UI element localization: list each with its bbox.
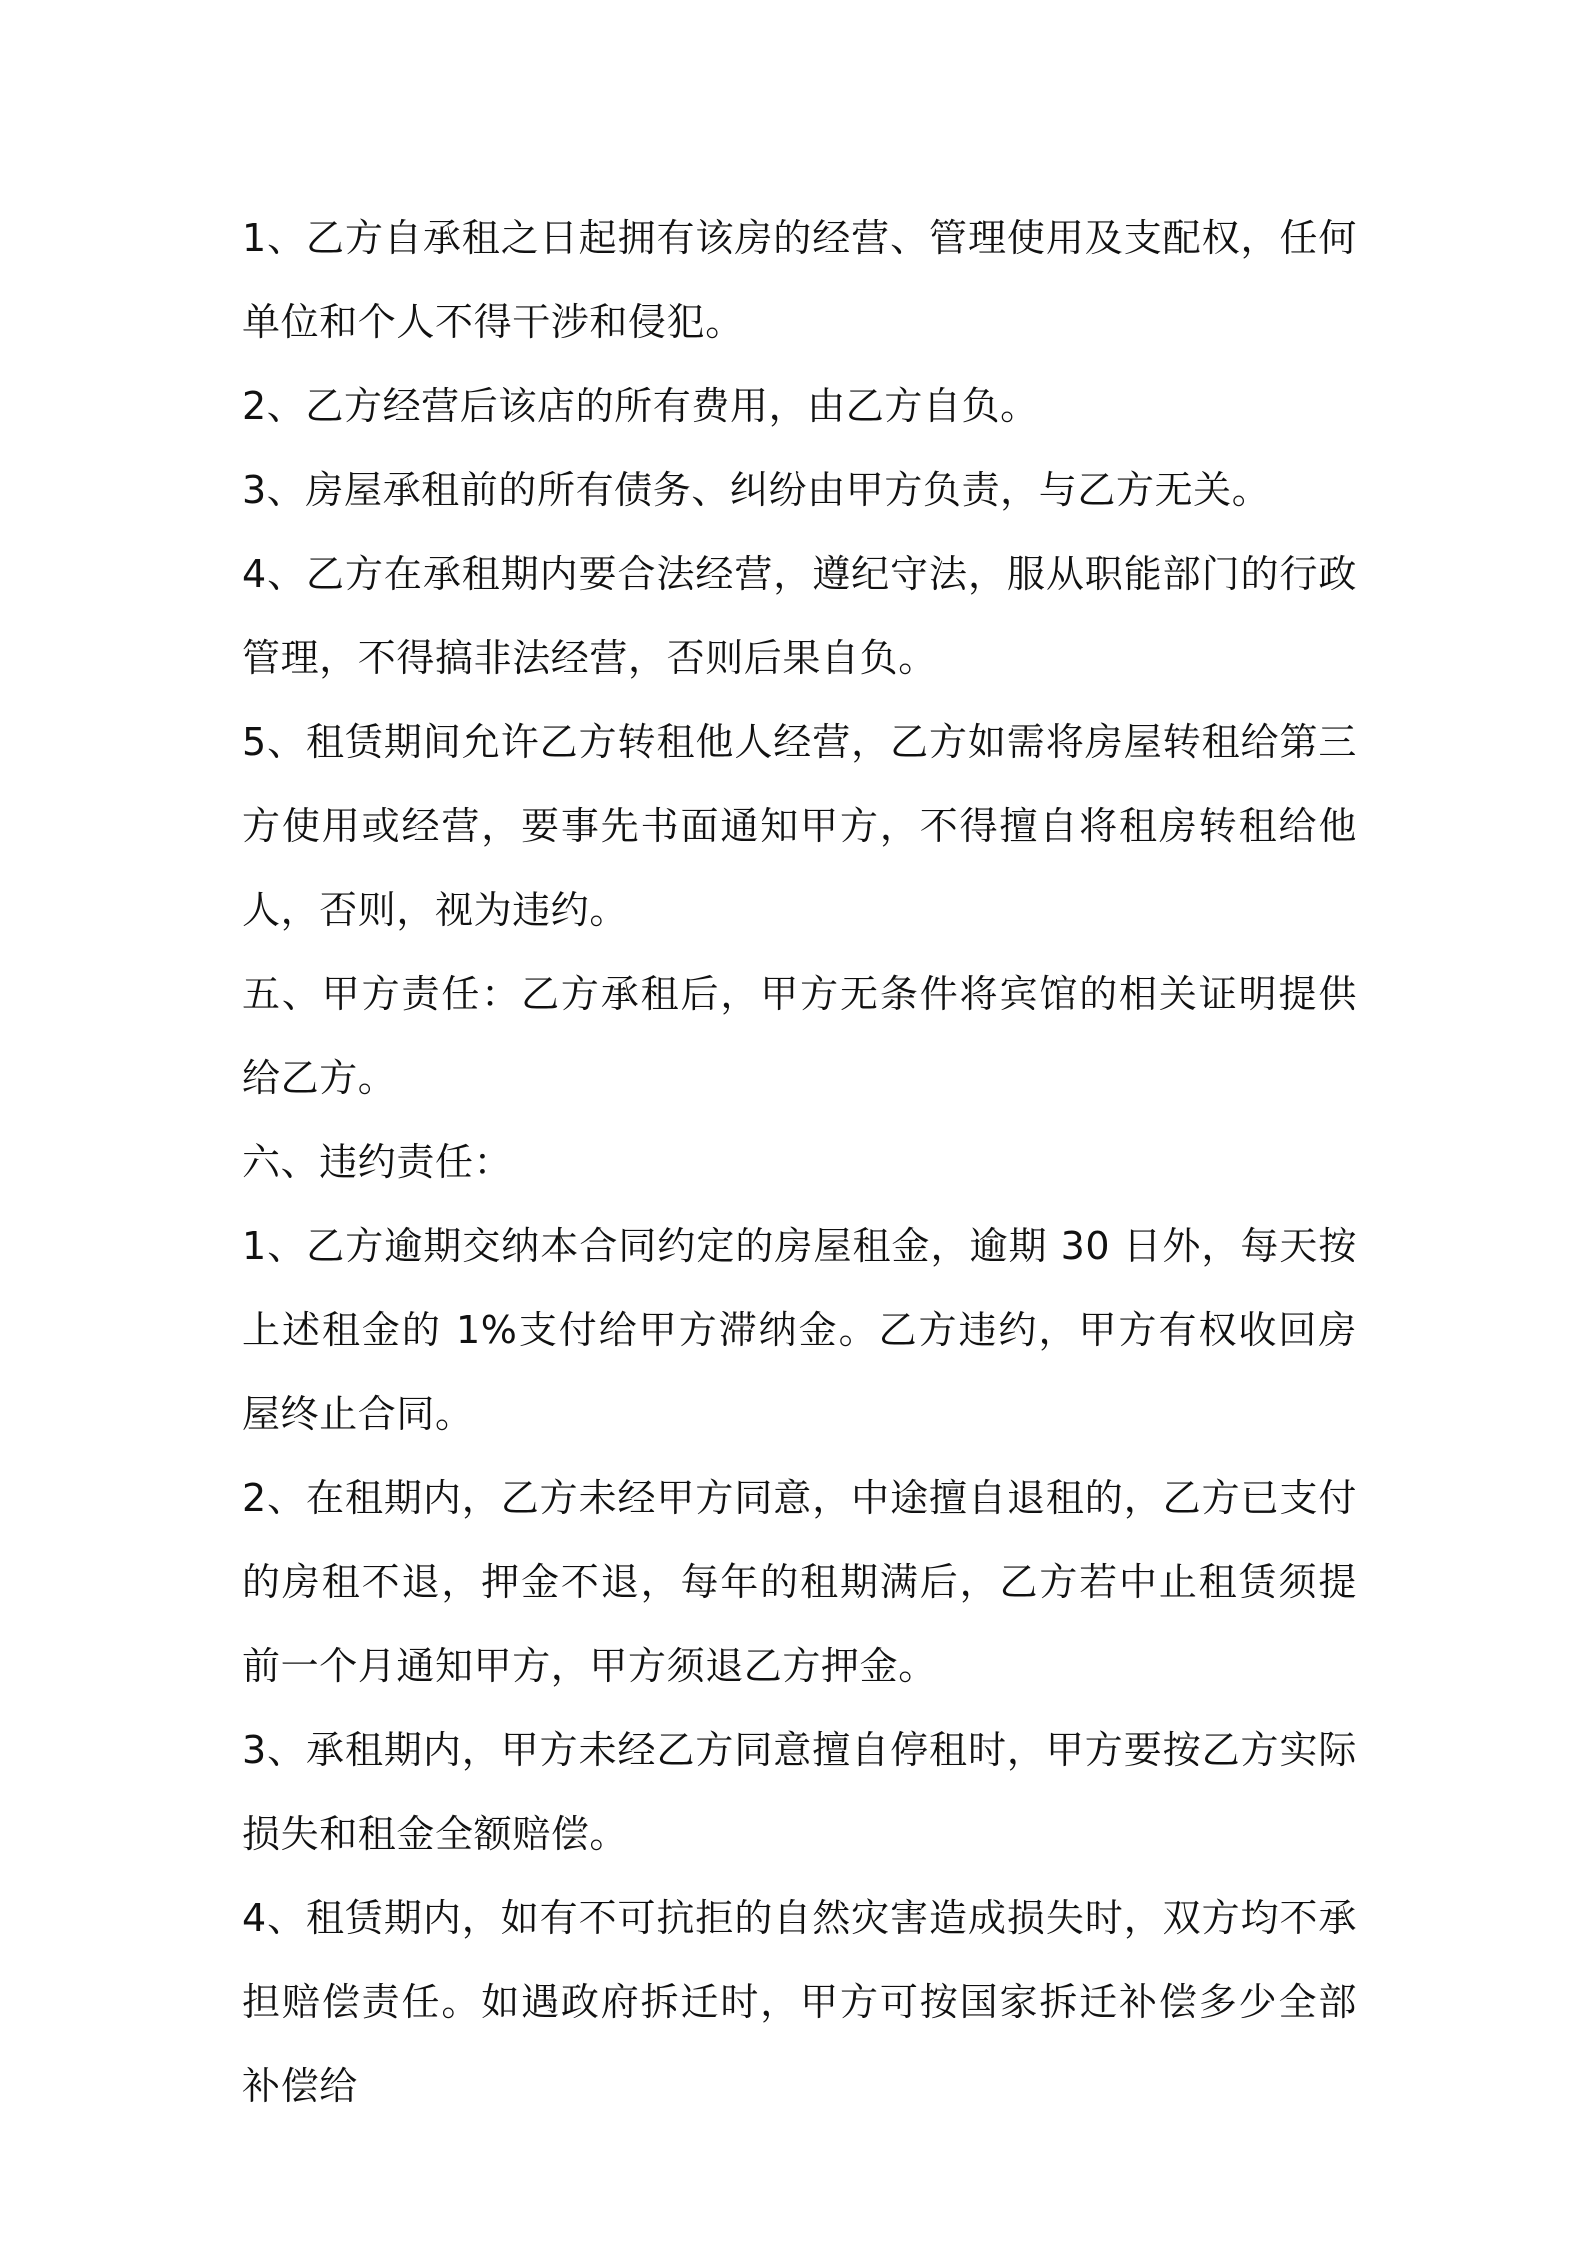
clause-2-expenses: 2、乙方经营后该店的所有费用，由乙方自负。 <box>242 384 1039 428</box>
clause-4-lawful-operation: 4、乙方在承租期内要合法经营，遵纪守法，服从职能部门的行政管理，不得搞非法经营，否则后果自负。 <box>242 552 1357 680</box>
liability-clause-3-landlord-stop: 3、承租期内，甲方未经乙方同意擅自停租时，甲方要按乙方实际损失和租金全额赔偿。 <box>242 1728 1357 1856</box>
document-page <box>242 196 1357 2128</box>
section-6-heading-liability: 六、违约责任： <box>242 1140 513 1184</box>
liability-clause-4-force-majeure: 4、租赁期内，如有不可抗拒的自然灾害造成损失时，双方均不承担赔偿责任。如遇政府拆迁时，甲方可按国家拆迁补偿多少全部补偿给 <box>242 1896 1357 2108</box>
clause-3-prior-debts: 3、房屋承租前的所有债务、纠纷由甲方负责，与乙方无关。 <box>242 468 1271 512</box>
liability-clause-2-early-termination: 2、在租期内，乙方未经甲方同意，中途擅自退租的，乙方已支付的房租不退，押金不退，每年的租期满后，乙方若中止租赁须提前一个月通知甲方，甲方须退乙方押金。 <box>242 1476 1357 1688</box>
section-5-party-a-responsibility: 五、甲方责任：乙方承租后，甲方无条件将宾馆的相关证明提供给乙方。 <box>242 972 1357 1100</box>
clause-5-sublease: 5、租赁期间允许乙方转租他人经营，乙方如需将房屋转租给第三方使用或经营，要事先书面通知甲方，不得擅自将租房转租给他人，否则，视为违约。 <box>242 720 1357 932</box>
clause-1-operating-rights: 1、乙方自承租之日起拥有该房的经营、管理使用及支配权，任何单位和个人不得干涉和侵犯。 <box>242 216 1357 344</box>
liability-clause-1-late-rent: 1、乙方逾期交纳本合同约定的房屋租金，逾期 30 日外，每天按上述租金的 1%支付给甲方滞纳金。乙方违约，甲方有权收回房屋终止合同。 <box>242 1224 1357 1436</box>
